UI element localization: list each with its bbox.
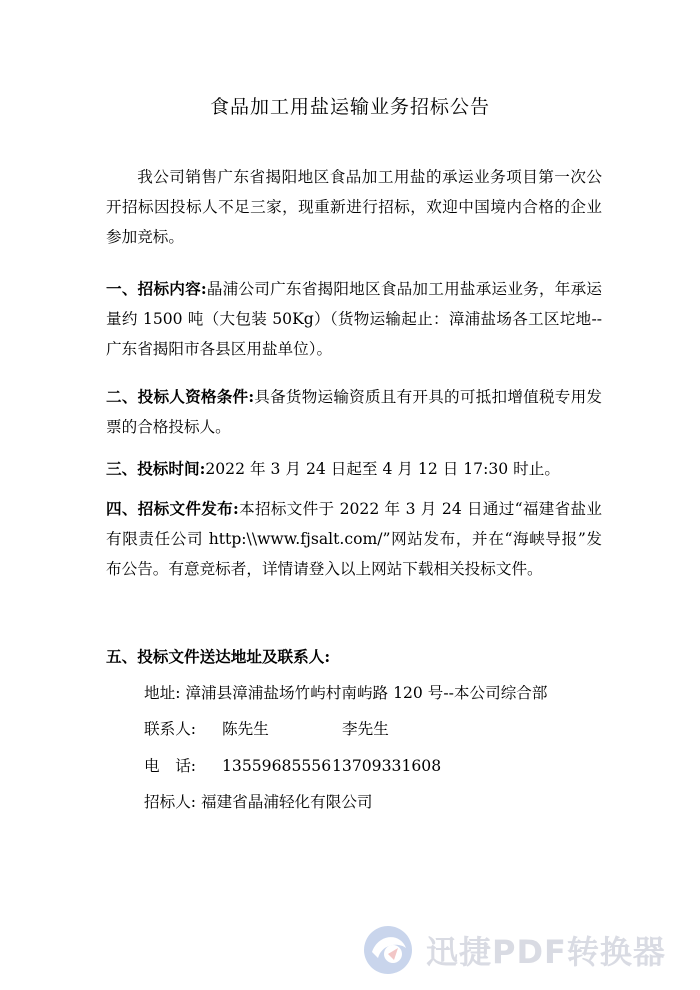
phone-number-2: 13709331608 bbox=[332, 757, 442, 775]
section-heading: 三、投标时间: bbox=[106, 459, 206, 478]
tenderer-line: 招标人: 福建省晶浦轻化有限公司 bbox=[144, 793, 373, 811]
section-2 bbox=[106, 382, 602, 442]
document-title: 食品加工用盐运输业务招标公告 bbox=[209, 96, 490, 118]
section-3 bbox=[106, 454, 602, 484]
watermark-text: 迅捷PDF转换器 bbox=[426, 933, 666, 971]
section-heading: 二、投标人资格条件: bbox=[106, 387, 255, 406]
phone-label: 电 话: bbox=[144, 757, 197, 775]
contacts-row bbox=[144, 714, 389, 744]
address-line: 地址: 漳浦县漳浦盐场竹屿村南屿路 120 号--本公司综合部 bbox=[144, 684, 548, 702]
pdf-converter-logo-icon bbox=[360, 922, 420, 978]
phone-row bbox=[144, 751, 441, 781]
contacts-label: 联系人: bbox=[144, 720, 197, 738]
section-4 bbox=[106, 494, 602, 584]
section-heading: 五、投标文件送达地址及联系人: bbox=[106, 647, 331, 666]
watermark bbox=[360, 922, 666, 978]
section-heading: 一、招标内容: bbox=[106, 279, 207, 298]
section-text: 晶浦公司广东省揭阳地区食品加工用盐承运业务，年承运量约 1500 吨（大包装 50Kg）（货物运输起止：漳浦盐场各工区坨地--广东省揭阳市各县区用盐单位）。 bbox=[106, 280, 602, 358]
section-5 bbox=[106, 642, 602, 672]
section-text: 2022 年 3 月 24 日起至 4 月 12 日 17:30 时止。 bbox=[205, 460, 560, 478]
phone-number-1: 13559685556 bbox=[222, 757, 332, 775]
intro-block bbox=[106, 162, 602, 252]
intro-paragraph: 我公司销售广东省揭阳地区食品加工用盐的承运业务项目第一次公开招标因投标人不足三家，现重新进行招标，欢迎中国境内合格的企业参加竞标。 bbox=[106, 168, 602, 246]
section-text: 本招标文件于 2022 年 3 月 24 日通过“福建省盐业有限责任公司 http:\\www.fjsalt.com/”网站发布，并在“海峡导报”发布公告。有意竞标者，详情请登入以上网站下载相关投标文件。 bbox=[106, 500, 602, 578]
section-1 bbox=[106, 274, 602, 364]
section-heading: 四、招标文件发布: bbox=[106, 499, 239, 518]
contact-person-2: 李先生 bbox=[342, 720, 389, 738]
contact-person-1: 陈先生 bbox=[222, 720, 269, 738]
section-text: 具备货物运输资质且有开具的可抵扣增值税专用发票的合格投标人。 bbox=[106, 388, 602, 436]
